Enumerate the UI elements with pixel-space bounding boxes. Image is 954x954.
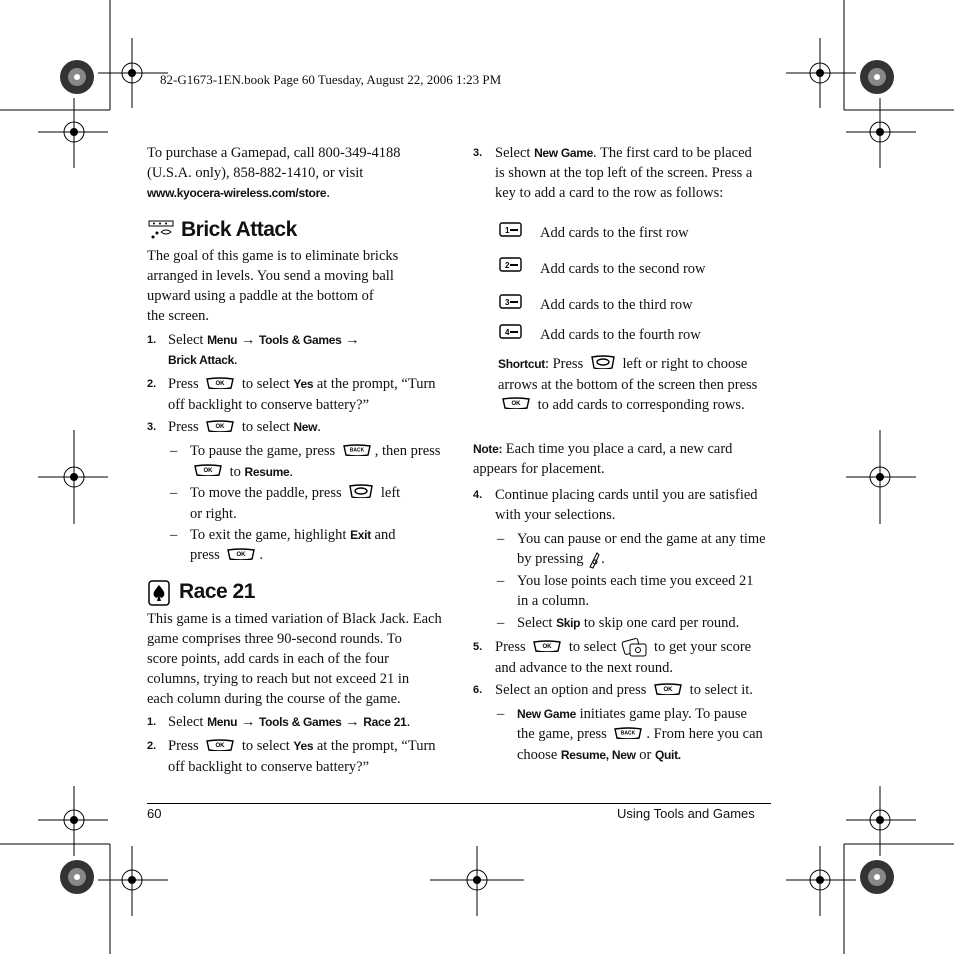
row-4-instruction: Add cards to the fourth row [540,327,701,343]
svg-text:1: 1 [505,226,510,235]
desc-line: each column during the course of the game. [147,691,401,707]
text: You can pause or end the game at any time [517,531,766,547]
ok-key-icon [194,462,222,482]
step-number: 3. [473,147,483,159]
end-key-icon [587,551,601,569]
brick-bullet-exit [190,525,395,566]
text: by pressing [517,551,588,567]
brick-step-3 [168,417,321,438]
store-link[interactable]: www.kyocera-wireless.com/store [147,186,327,200]
text: To pause the game, press [190,443,339,459]
race-21-description [147,609,442,709]
desc-line: score points, add cards in each of the four [147,651,389,667]
ok-key-icon [206,418,234,438]
navigation-key-icon [349,484,373,504]
svg-text:OK: OK [203,468,213,475]
quit-label: Quit. [654,747,681,762]
text: You lose points each time you exceed 21 [517,573,754,589]
text: arrows at the bottom of the screen then press [498,376,758,393]
race-bullet-pause [517,529,766,569]
text: to select [238,419,294,435]
period: . [406,714,411,730]
text: initiates game play. To pause [575,706,747,722]
intro [147,143,400,203]
dash: – [497,531,505,547]
text: Each time you place a card, a new card [502,441,733,457]
text: or right. [190,505,237,522]
text: to get your score [650,639,752,655]
arrow: → [341,714,364,730]
resume-new-label: Resume, New [560,747,636,762]
dash: – [170,443,178,459]
step-number: 3. [147,421,157,433]
yes-label: Yes [293,377,314,391]
desc-line: arranged in levels. You send a moving ball [147,268,394,284]
svg-text:OK: OK [236,551,246,558]
note-paragraph [473,439,732,479]
desc-line: The goal of this game is to eliminate bricks [147,248,399,264]
brick-attack-description [147,246,398,326]
step-number: 1. [147,334,157,346]
text: to skip one card per round. [580,615,740,631]
desc-line: upward using a paddle at the bottom of [147,288,374,304]
ok-key-icon [206,737,234,757]
period: . [289,463,294,480]
svg-text:OK: OK [215,380,225,387]
text: key to add a card to the row as follows: [495,185,724,201]
footer-rule [147,803,771,804]
svg-text:2: 2 [505,261,510,270]
brick-bullet-paddle [190,483,400,524]
svg-text:4: 4 [505,328,510,337]
text: left [377,485,401,501]
text: . The first card to be placed [593,145,752,161]
period: . [601,551,605,567]
step-number: 1. [147,716,157,728]
dash: – [497,706,505,722]
desc-line: game comprises three 90-second rounds. To [147,631,402,647]
brick-bullet-pause [190,441,440,482]
text: To move the paddle, press [190,485,346,501]
text: and advance to the next round. [495,659,673,676]
menu-label: Menu [207,715,238,729]
text: press [190,547,224,563]
menu-label: Menu [207,333,238,347]
svg-text:OK: OK [215,423,225,430]
svg-text:OK: OK [215,742,225,749]
text: with your selections. [495,507,616,523]
intro-line: To purchase a Gamepad, call 800-349-4188 [147,145,401,161]
back-key-icon [343,442,371,462]
ok-key-icon [533,638,561,658]
svg-text:BACK: BACK [349,447,365,454]
ok-key-icon [502,395,530,415]
text: , then press [374,443,441,459]
svg-text:BACK: BACK [621,730,636,737]
section-title: Using Tools and Games [617,806,755,821]
score-cards-icon [620,638,650,658]
intro-line: (U.S.A. only), 858-882-1410, or visit [147,165,364,181]
dash: – [170,485,178,501]
new-game-label: New Game [517,707,576,721]
text: Press [168,738,203,754]
key-1-icon [499,222,523,243]
tools-games-label: Tools & Games [258,715,342,729]
ok-key-icon [654,681,682,701]
yes-label: Yes [293,739,314,753]
text: . From here you can [646,726,763,742]
text: Select an option and press [495,682,651,698]
race-bullet-skip [517,613,739,633]
page-number: 60 [147,806,162,821]
text: to add cards to corresponding rows. [534,396,745,413]
race-21-label: Race 21 [363,715,407,729]
step-number: 4. [473,489,483,501]
text: : Press [544,356,587,372]
row-3-instruction: Add cards to the third row [540,297,693,313]
text: Press [168,376,203,392]
text: at the prompt, “Turn [313,376,436,392]
svg-text:3: 3 [505,298,510,307]
period: . [326,185,330,201]
step-number: 5. [473,641,483,653]
period: . [259,547,264,563]
back-key-icon [614,725,642,745]
desc-line: columns, trying to reach but not exceed 21 in [147,671,410,687]
race-step-1 [168,712,410,732]
brick-step-1 [168,330,360,370]
step-number: 6. [473,684,483,696]
desc-line: This game is a timed variation of Black Jack. Each [147,611,442,627]
row-1-instruction: Add cards to the first row [540,225,689,241]
race-step-5 [495,637,751,678]
brick-step-2 [168,374,436,415]
text: Press [495,639,530,655]
dash: – [170,527,178,543]
text: Select [168,714,208,730]
race-bullet-points [517,571,754,611]
text: Select [168,332,208,348]
text: the game, press [517,726,611,742]
resume-label: Resume [244,464,290,479]
navigation-key-icon [591,355,615,375]
brick-attack-title: Brick Attack [181,218,297,241]
race-step-6 [495,680,753,701]
text: and [370,527,396,543]
dash: – [497,573,505,589]
desc-line: the screen. [147,308,209,324]
text: to select [238,376,294,392]
text: choose [517,746,561,763]
period: . [234,352,238,368]
text: to select it. [686,682,753,698]
shortcut-paragraph [498,354,757,415]
text: Select [495,145,535,161]
text: Select [517,615,557,631]
arrow: → [341,332,360,348]
race-21-title: Race 21 [179,580,255,603]
ok-key-icon [206,375,234,395]
text: to select [565,639,621,655]
text: to [226,463,245,480]
note-label: Note: [473,442,503,456]
text: appears for placement. [473,461,605,477]
key-2-icon [499,257,523,278]
text: at the prompt, “Turn [313,738,436,754]
step-number: 2. [147,740,157,752]
row-2-instruction: Add cards to the second row [540,261,706,277]
tools-games-label: Tools & Games [258,333,342,347]
book-header: 82-G1673-1EN.book Page 60 Tuesday, August 22, 2006 1:23 PM [160,72,502,87]
new-game-label: New Game [534,146,594,160]
race-bullet-new-game [517,704,763,765]
text: is shown at the top left of the screen. Press a [495,165,753,181]
ok-key-icon [227,546,255,566]
key-4-icon [499,324,523,345]
text: off backlight to conserve battery?” [168,758,370,775]
svg-text:OK: OK [663,686,673,693]
race-step-2 [168,736,436,777]
arrow: → [237,714,259,730]
text: To exit the game, highlight [190,527,351,543]
shortcut-label: Shortcut [498,357,545,371]
skip-label: Skip [556,616,581,630]
exit-label: Exit [350,528,371,542]
svg-text:OK: OK [542,643,552,650]
race-21-card-icon [148,580,170,606]
text: in a column. [517,593,590,609]
period: . [317,419,321,435]
text: left or right to choose [618,356,748,372]
key-3-icon [499,294,523,315]
race-step-4 [495,485,758,525]
dash: – [497,615,505,631]
text: off backlight to conserve battery?” [168,396,370,413]
step-number: 2. [147,378,157,390]
race-step-3 [495,143,752,203]
brick-attack-label: Brick Attack [168,353,234,367]
brick-attack-icon [148,220,174,242]
new-label: New [293,420,318,434]
text: Press [168,419,203,435]
text: or [635,746,655,763]
text: to select [238,738,294,754]
text: Continue placing cards until you are satisfied [495,487,758,503]
svg-text:OK: OK [511,401,521,408]
arrow: → [237,332,259,348]
